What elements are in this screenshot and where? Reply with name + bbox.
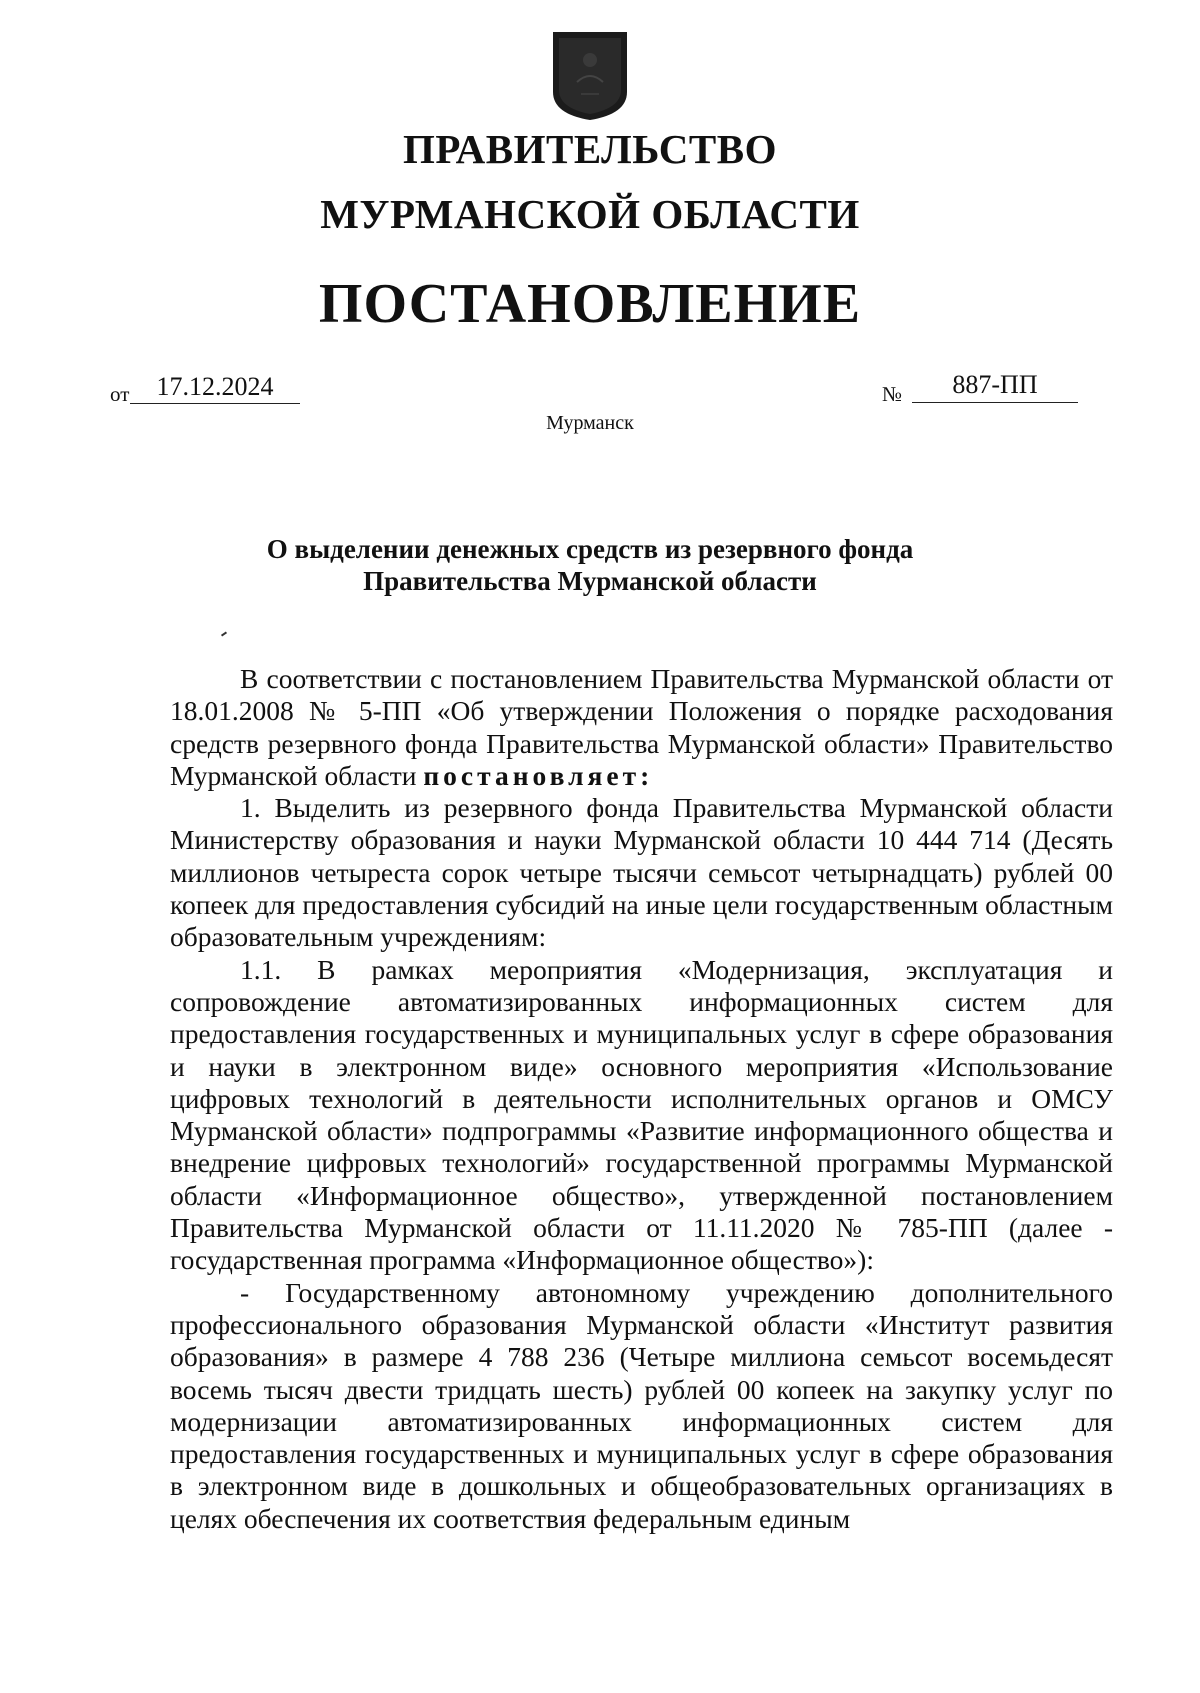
number-sign: №: [882, 382, 903, 406]
item-1-1-paragraph: 1.1. В рамках мероприятия «Модернизация, эксплуатация и сопровождение автоматизированных информационных систем для предоставления государственных и муниципальных услуг в сфере образования и науки в электронном виде» основного мероприятия «Использование цифровых технологий в деятельности исполнительных органов и ОМСУ Мурманской области» подпрограммы «Развитие информационного общества и внедрение цифровых технологий» государственной программы Мурманской области «Информационное общество», утвержденной постановлением Правительства Мурманской области от 11.11.2020 № 785-ПП (далее - государственная программа «Информационное общество»):: [170, 953, 1113, 1276]
document-type-title: ПОСТАНОВЛЕНИЕ: [318, 273, 862, 335]
document-subject: [0, 533, 1180, 597]
decree-word: постановляет:: [423, 759, 654, 791]
item-1-1-a-paragraph: - Государственному автономному учреждению дополнительного профессионального образования Мурманской области «Институт развития образования» в размере 4 788 236 (Четыре миллиона семьсот восемьдесят восемь тысяч двести тридцать шесть) рублей 00 копеек на закупку услуг по модернизации автоматизированных информационных систем для предоставления государственных и муниципальных услуг в сфере образования в электронном виде в дошкольных и общеобразовательных организациях в целях обеспечения их соответствия федеральным единым: [170, 1276, 1113, 1534]
intro-paragraph: [170, 663, 1113, 792]
coat-of-arms-emblem: [551, 30, 629, 122]
pen-mark: [221, 631, 227, 636]
government-name-line1: ПРАВИТЕЛЬСТВО: [402, 126, 778, 172]
document-number: 887-ПП: [912, 368, 1078, 403]
intro-text: В соответствии с постановлением Правительства Мурманской области от 18.01.2008 № 5-ПП «Об утверждении Положения о порядке расходования средств резервного фонда Правительства Мурманской области» Правительство Мурманской области: [170, 663, 1113, 791]
date-prefix: от: [110, 382, 130, 406]
document-date: 17.12.2024: [130, 370, 300, 404]
subject-line2: Правительства Мурманской области: [363, 566, 817, 596]
document-body: [170, 663, 1113, 1535]
government-name-line2: МУРМАНСКОЙ ОБЛАСТИ: [320, 191, 860, 237]
item-1-paragraph: 1. Выделить из резервного фонда Правительства Мурманской области Министерству образования и науки Мурманской области 10 444 714 (Десять миллионов четыреста сорок четыре тысячи семьсот четырнадцать) рублей 00 копеек для предоставления субсидий на иные цели государственным областным образовательным учреждениям:: [170, 792, 1113, 953]
city-name: Мурманск: [546, 412, 634, 434]
subject-line1: О выделении денежных средств из резервного фонда: [266, 534, 914, 564]
